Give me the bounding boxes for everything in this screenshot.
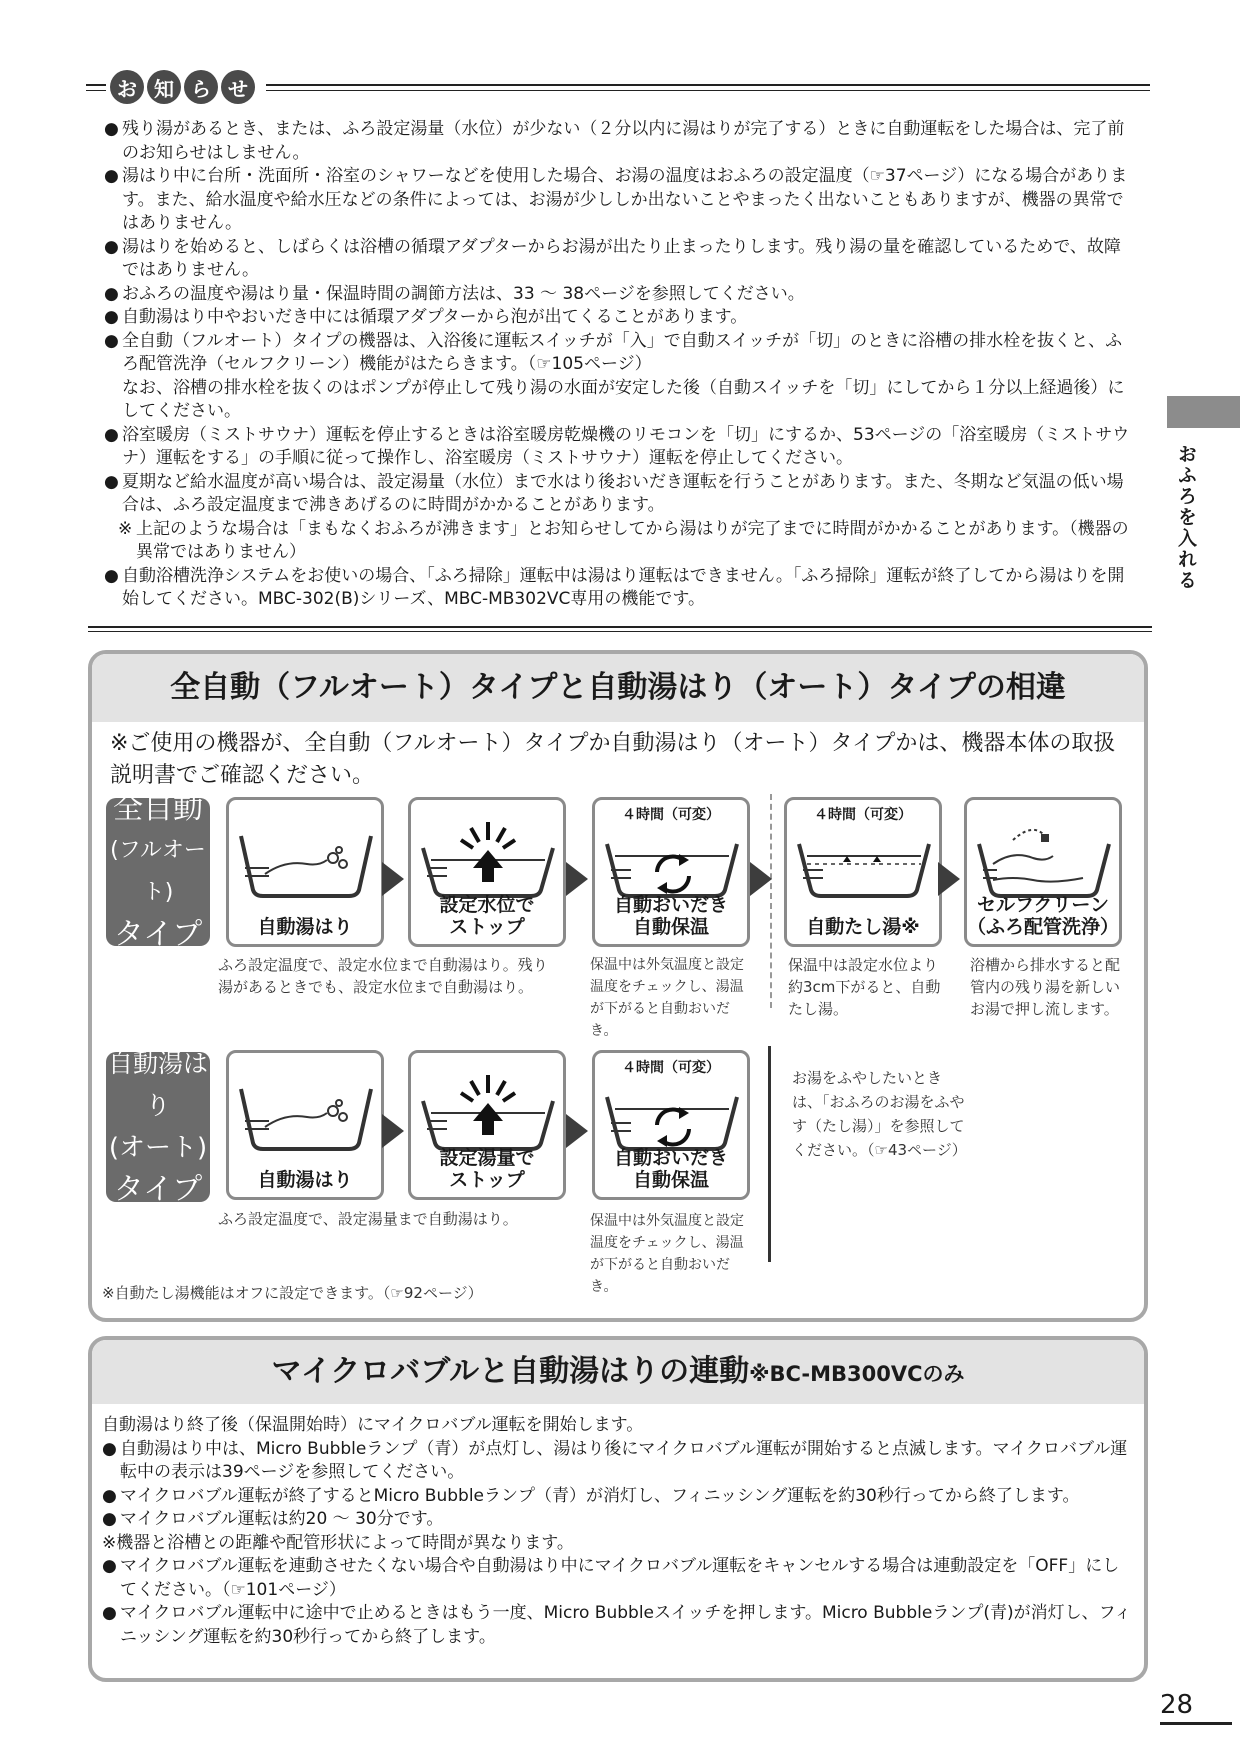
- step-auto-reheat: [592, 797, 750, 947]
- notice-text: 湯はりを始めると、しばらくは浴槽の循環アダプターからお湯が出たり止まったりします。残り湯の量を確認しているためで、故障ではありません。: [122, 236, 1121, 280]
- notice-item: [104, 236, 1134, 283]
- step-caption: 設定水位で ストップ: [439, 894, 535, 938]
- notice-text: 全自動（フルオート）タイプの機器は、入浴後に運転スイッチが「入」で自動スイッチが「切」のときに浴槽の排水栓を抜くと、ふろ配管洗浄（セルフクリーン）機能がはたらきます。（☞105ページ）: [122, 330, 1123, 374]
- bullet: ●: [104, 330, 119, 351]
- micro-item: [102, 1508, 1132, 1532]
- step-description: 浴槽から排水すると配管内の残り湯を新しいお湯で押し流します。: [970, 956, 1121, 1018]
- chapter-tab: [1167, 396, 1240, 428]
- solid-divider: [768, 1046, 771, 1262]
- notice-text: 自動湯はり中やおいだき中には循環アダプターから泡が出てくることがあります。: [122, 307, 748, 327]
- micro-item: [102, 1414, 1132, 1438]
- notice-text: 残り湯があるとき、または、ふろ設定湯量（水位）が少ない（２分以内に湯はりが完了する）ときに自動運転をした場合は、完了前のお知らせはしません。: [122, 119, 1125, 163]
- notice-item: [104, 518, 1134, 565]
- bullet: ●: [102, 1556, 117, 1576]
- panel-title-main: マイクロバブルと自動湯はりの連動: [271, 1354, 750, 1389]
- bullet: ●: [102, 1603, 117, 1623]
- step-caption: 設定湯量で ストップ: [439, 1147, 535, 1191]
- arrow-right-icon: [566, 1114, 588, 1148]
- step-auto-top-up: [784, 797, 942, 947]
- notice-item: [104, 424, 1134, 471]
- bullet: ●: [104, 565, 119, 586]
- bullet: ●: [102, 1509, 117, 1529]
- step-description: 保温中は設定水位より約3cm下がると、自動たし湯。: [788, 956, 941, 1018]
- page-number: 28: [1160, 1690, 1194, 1720]
- notice-item: [104, 565, 1134, 612]
- bathtub-drain-icon: [973, 820, 1115, 902]
- notice-char: 知: [147, 70, 181, 104]
- step-description: 保温中は外気温度と設定温度をチェックし、湯温が下がると自動おいだき。: [590, 1213, 744, 1295]
- notice-text: なお、浴槽の排水栓を抜くのはポンプが停止して残り湯の水面が安定した後（自動スイッチを「切」にしてから１分以上経過後）にしてください。: [122, 377, 1125, 421]
- page-number-rule: [1160, 1722, 1232, 1725]
- arrow-right-icon: [382, 1114, 404, 1148]
- notice-header: [86, 70, 1150, 106]
- bathtub-hand-icon: [235, 1073, 377, 1155]
- notice-rule-right: [266, 84, 1150, 91]
- micro-text: マイクロバブル運転中に途中で止めるときはもう一度、Micro Bubbleスイッチを押します。Micro Bubbleランプ(青)が消灯し、フィニッシング運転を約30秒行ってから終了します。: [120, 1603, 1132, 1647]
- notice-list: [104, 118, 1134, 612]
- notice-text: 湯はり中に台所・洗面所・浴室のシャワーなどを使用した場合、お湯の温度はおふろの設定温度（☞37ページ）になる場合があります。また、給水温度や給水圧などの条件によっては、お湯が少ししか出ないことやまったく出ないこともありますが、機器の異常ではありません。: [122, 166, 1128, 233]
- micro-text: マイクロバブル運転が終了するとMicro Bubbleランプ（青）が消灯し、フィニッシング運転を約30秒行ってから終了します。: [120, 1485, 1080, 1506]
- bullet: ※: [118, 518, 133, 539]
- label-line: タイプ: [113, 917, 203, 952]
- bathtub-hand-icon: [235, 820, 377, 902]
- micro-text: ※機器と浴槽との距離や配管形状によって時間が異なります。: [102, 1532, 574, 1553]
- notice-bottom-rule: [88, 626, 1152, 632]
- panel-title-sub: ※BC-MB300VCのみ: [749, 1362, 965, 1386]
- notice-char: お: [110, 70, 144, 104]
- label-line: 自動湯はり: [107, 1049, 208, 1120]
- notice-badge: [110, 70, 255, 104]
- step-description: ふろ設定温度で、設定水位まで自動湯はり。残り湯があるときでも、設定水位まで自動湯はり。: [218, 956, 548, 996]
- panel-title: 全自動（フルオート）タイプと自動湯はり（オート）タイプの相違: [92, 654, 1144, 722]
- notice-item: [104, 377, 1134, 424]
- bullet: ●: [104, 236, 119, 257]
- bullet: ●: [104, 119, 119, 139]
- panel-title: [92, 1340, 1144, 1404]
- bathtub-reheat-icon: [601, 820, 743, 902]
- duration-label: ４時間（可変）: [622, 807, 720, 823]
- label-line: 全自動: [113, 791, 203, 826]
- micro-item: [102, 1485, 1132, 1509]
- bathtub-top-up-icon: [793, 820, 935, 902]
- micro-bubble-panel: [88, 1336, 1148, 1682]
- micro-text: マイクロバブル運転を連動させたくない場合や自動湯はり中にマイクロバブル運転をキャンセルする場合は連動設定を「OFF」にしてください。（☞101ページ）: [120, 1556, 1120, 1600]
- step-auto-reheat: [592, 1050, 750, 1200]
- notice-item: [104, 471, 1134, 518]
- step-caption: 自動たし湯※: [806, 916, 920, 938]
- arrow-right-icon: [566, 862, 588, 896]
- bullet: ●: [104, 424, 119, 445]
- step-stop-at-level: [408, 797, 566, 947]
- notice-rule-left: [86, 84, 106, 91]
- footnote: ※自動たし湯機能はオフに設定できます。（☞92ページ）: [102, 1284, 483, 1302]
- notice-text: 浴室暖房（ミストサウナ）運転を停止するときは浴室暖房乾燥機のリモコンを「切」にするか、53ページの「浴室暖房（ミストサウナ）運転をする」の手順に従って操作し、浴室暖房（ミストサウナ）運転を停止してください。: [122, 424, 1130, 468]
- bathtub-reheat-icon: [601, 1073, 743, 1155]
- micro-text: 自動湯はり中は、Micro Bubbleランプ（青）が点灯し、湯はり後にマイクロバブル運転が開始すると点滅します。マイクロバブル運転中の表示は39ページを参照してください。: [120, 1438, 1128, 1482]
- step-auto-fill: [226, 1050, 384, 1200]
- bullet: ●: [104, 471, 119, 492]
- notice-text: 夏期など給水温度が高い場合は、設定湯量（水位）まで水はり後おいだき運転を行うことがあります。また、冬期など気温の低い場合は、ふろ設定温度まで沸きあげるのに時間がかかることがあります。: [122, 471, 1124, 515]
- panel-intro: ※ご使用の機器が、全自動（フルオート）タイプか自動湯はり（オート）タイプかは、機器本体の取扱説明書でご確認ください。: [110, 731, 1116, 788]
- step-caption: 自動おいだき 自動保温: [613, 1147, 728, 1191]
- label-line: タイプ: [113, 1172, 203, 1207]
- micro-text: 自動湯はり終了後（保温開始時）にマイクロバブル運転を開始します。: [102, 1415, 644, 1435]
- micro-item: [102, 1438, 1132, 1485]
- step-description: 保温中は外気温度と設定温度をチェックし、湯温が下がると自動おいだき。: [590, 957, 744, 1039]
- notice-text: 上記のような場合は「まもなくおふろが沸きます」とお知らせしてから湯はりが完了までに時間がかかることがあります。（機器の異常ではありません）: [136, 518, 1129, 562]
- step-stop-at-volume: [408, 1050, 566, 1200]
- duration-label: ４時間（可変）: [814, 807, 912, 823]
- micro-item: [102, 1532, 1132, 1556]
- micro-item: [102, 1602, 1132, 1649]
- micro-text: マイクロバブル運転は約20 ～ 30分です。: [120, 1509, 444, 1529]
- notice-char: せ: [221, 70, 255, 104]
- notice-item: [104, 283, 1134, 307]
- bullet: ●: [104, 283, 119, 304]
- micro-item: [102, 1555, 1132, 1602]
- bathtub-stop-icon: [417, 1073, 559, 1155]
- arrow-right-icon: [750, 862, 772, 896]
- notice-item: [104, 306, 1134, 330]
- step-caption: 自動湯はり: [257, 1169, 353, 1191]
- bullet: ●: [102, 1438, 117, 1459]
- notice-char: ら: [184, 70, 218, 104]
- notice-item: [104, 165, 1134, 236]
- label-line: (フルオート): [110, 838, 206, 905]
- type-difference-panel: [88, 650, 1148, 1322]
- label-line: (オート): [108, 1133, 208, 1163]
- step-auto-fill: [226, 797, 384, 947]
- bullet: ●: [102, 1485, 117, 1506]
- dashed-divider: [770, 794, 772, 1008]
- notice-item: [104, 118, 1134, 165]
- step-self-clean: [964, 797, 1122, 947]
- top-up-note: お湯をふやしたいときは、「おふろのお湯をふやす（たし湯）」を参照してください。（☞43ページ）: [792, 1069, 967, 1159]
- bullet: ●: [104, 166, 119, 186]
- bathtub-stop-icon: [417, 820, 559, 902]
- step-caption: 自動湯はり: [257, 916, 353, 938]
- step-description: ふろ設定温度で、設定湯量まで自動湯はり。: [218, 1210, 518, 1228]
- arrow-right-icon: [938, 862, 960, 896]
- notice-item: [104, 330, 1134, 377]
- step-caption: セルフクリーン （ふろ配管洗浄）: [967, 894, 1120, 938]
- bullet: ●: [104, 307, 119, 327]
- full-auto-type-label: [106, 791, 210, 952]
- arrow-right-icon: [382, 862, 404, 896]
- notice-text: おふろの温度や湯はり量・保温時間の調節方法は、33 ～ 38ページを参照してください。: [122, 283, 805, 304]
- auto-type-label: [106, 1049, 210, 1207]
- notice-text: 自動浴槽洗浄システムをお使いの場合、「ふろ掃除」運転中は湯はり運転はできません。「ふろ掃除」運転が終了してから湯はりを開始してください。MBC-302(B)シリーズ、MBC-MB302VC専用の機能です。: [122, 565, 1125, 609]
- chapter-label: おふろを入れる: [1175, 444, 1197, 591]
- duration-label: ４時間（可変）: [622, 1060, 720, 1076]
- micro-bubble-list: [102, 1414, 1132, 1649]
- step-caption: 自動おいだき 自動保温: [613, 894, 728, 938]
